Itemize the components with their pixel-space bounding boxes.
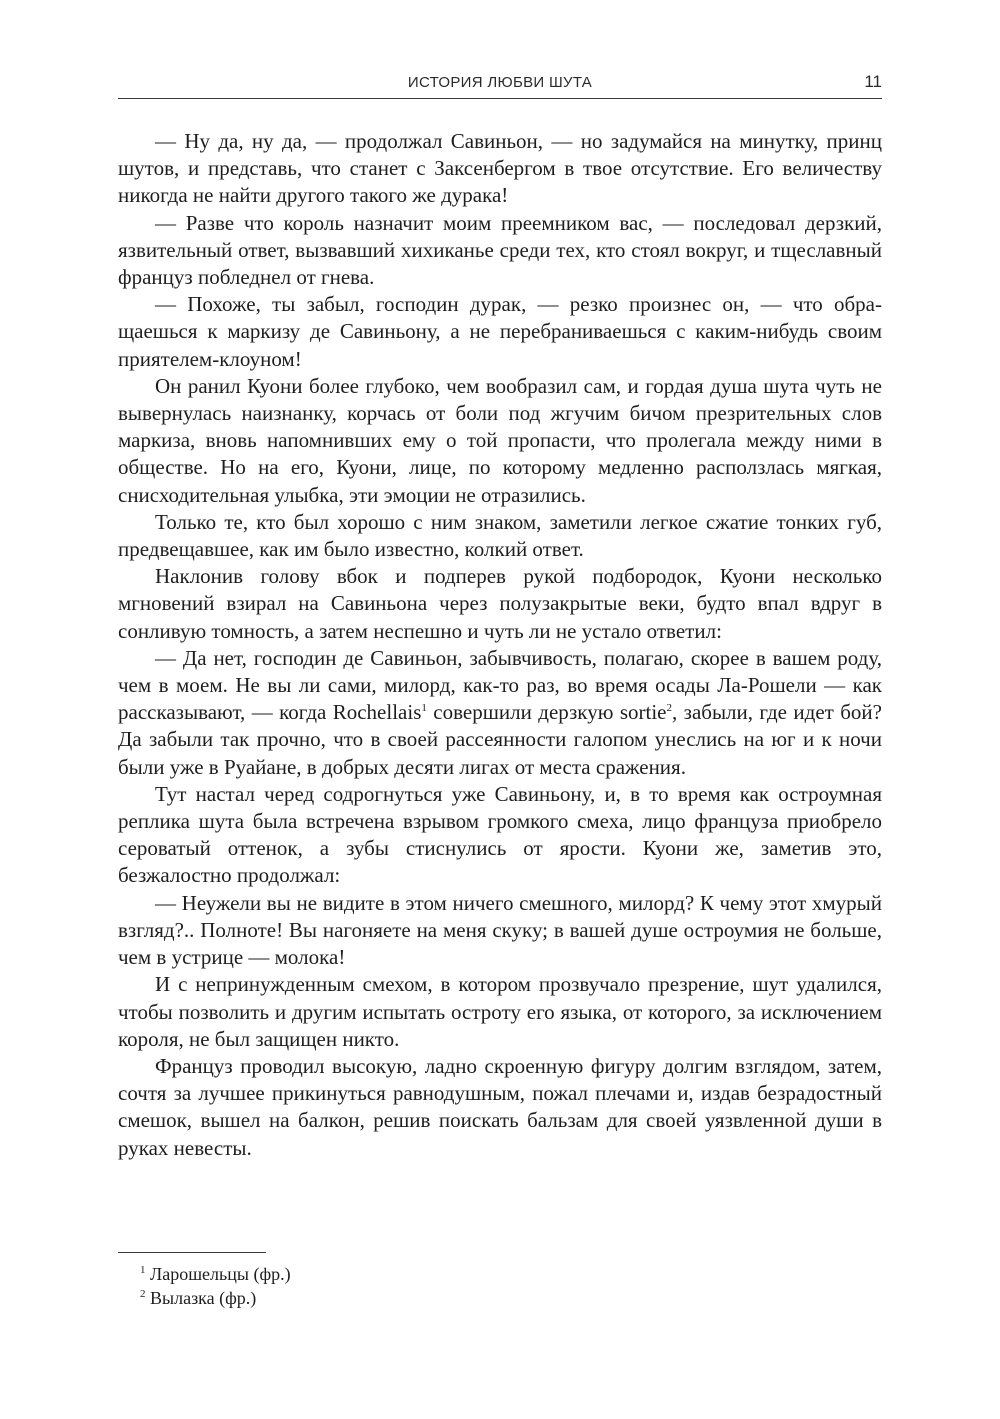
- footnote-2: [118, 1286, 882, 1310]
- paragraph-text: — Да нет, господин де Савиньон, забывчивость, полагаю, скорее в вашем роду, чем в моем. Не вы ли сами, милорд, как-то раз, во время осады Ла-Рошели — как рассказывают, — когда Rochellais: [118, 645, 882, 725]
- paragraph-with-footnotes: [118, 645, 882, 781]
- running-header: [118, 70, 882, 99]
- paragraph: Тут настал черед содрогнуться уже Савиньону, и, в то время как остроумная реплика шута была встречена взрывом громкого смеха, лицо француза приобрело сероватый оттенок, а зубы стиснулись от ярости. Куони же, заметив это, безжалостно продолжал:: [118, 781, 882, 888]
- paragraph: Только те, кто был хорошо с ним знаком, заметили легкое сжатие тонких губ, предвещавшее, как им было известно, колкий ответ.: [118, 509, 882, 562]
- paragraph-text: совершили дерзкую sortie: [426, 700, 667, 725]
- footnote-ref-1: 1: [421, 702, 427, 715]
- paragraph: — Похоже, ты забыл, господин дурак, — резко произнес он, — что обращаешься к маркизу де Савиньону, а не перебраниваешься с каким-нибудь своим приятелем-клоуном!: [118, 292, 882, 371]
- footnote-ref-2: 2: [666, 702, 672, 715]
- paragraph: И с непринужденным смехом, в котором прозвучало презрение, шут удалился, чтобы позволить и другим испытать остроту его языка, от которого, за исключением короля, не был защищен никто.: [118, 972, 882, 1051]
- paragraph: Он ранил Куони более глубоко, чем вообразил сам, и гордая душа шута чуть не вывернулась наизнанку, корчась от боли под жгучим бичом презрительных слов маркиза, вновь напомнивших ему о той пропасти, что пролегала между ними в обществе. Но на его, Куони, лице, по которому медленно расползлась мягкая, снисходительная улыбка, эти эмоции не отразились.: [118, 373, 882, 507]
- footnotes: [118, 1262, 882, 1310]
- body-text: [118, 128, 882, 1162]
- paragraph: Француз проводил высокую, ладно скроенную фигуру долгим взглядом, затем, сочтя за лучшее прикинуться равнодушным, пожал плечами и, издав безрадостный смешок, вышел на балкон, решив поискать бальзам для своей уязвленной души в руках невесты.: [118, 1053, 882, 1160]
- paragraph: — Разве что король назначит моим преемником вас, — последовал дерзкий, язвительный ответ, вызвавший хихиканье среди тех, кто стоял вокруг, и тщеславный француз побледнел от гнева.: [118, 210, 882, 290]
- book-title: ИСТОРИЯ ЛЮБВИ ШУТА: [407, 74, 593, 91]
- footnote-divider: [118, 1252, 266, 1253]
- paragraph: — Ну да, ну да, — продолжал Савиньон, — но задумайся на минутку, принц шутов, и представь, что станет с Заксенбергом в твое отсутствие. Его величеству никогда не найти другого такого же дурака!: [118, 129, 882, 208]
- paragraph: Наклонив голову вбок и подперев рукой подбородок, Куони несколько мгновений взирал на Савиньона через полузакрытые веки, будто впал вдруг в сонливую томность, а затем неспешно и чуть ли не устало ответил:: [118, 564, 882, 643]
- paragraph: — Неужели вы не видите в этом ничего смешного, милорд? К чему этот хмурый взгляд?.. Полноте! Вы нагоняете на меня скуку; в вашей душе остроумия не больше, чем в устрице — молока!: [118, 890, 882, 970]
- footnote-text: Вылазка (фр.): [145, 1288, 257, 1308]
- footnote-number: 2: [140, 1288, 146, 1300]
- paragraph-text: , забыли, где идет бой? Да забыли так прочно, что в своей рассеянности галопом унеслись на юг и к ночи были уже в Руайане, в добрых десяти лигах от места сражения.: [118, 700, 882, 779]
- footnote-text: Ларошельцы (фр.): [145, 1264, 291, 1284]
- footnote-number: 1: [140, 1264, 146, 1276]
- footnote-1: [118, 1262, 882, 1286]
- page-number: 11: [864, 72, 882, 91]
